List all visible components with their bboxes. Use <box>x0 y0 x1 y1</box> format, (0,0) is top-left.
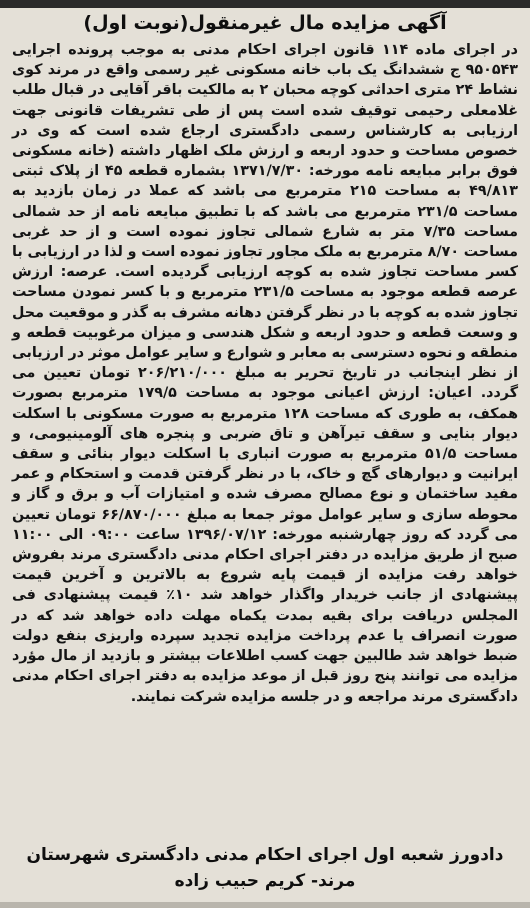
bottom-border <box>0 902 530 908</box>
signature-line-2: مرند- کریم حبیب زاده <box>174 871 356 891</box>
top-border <box>0 0 530 8</box>
notice-title: آگهی مزایده مال غیرمنقول(نوبت اول) <box>83 12 447 34</box>
notice-body: در اجرای ماده ۱۱۴ قانون اجرای احکام مدنی به موجب پرونده اجرایی ۹۵۰۵۴۳ ج ششدانگ یک باب خانه مسکونی غیر رسمی واقع در مرند کوی نشاط ۲۴ متری احداثی کوچه محبان ۲ به مالکیت باقر آقایی در قبال طلب غلامعلی رحیمی توقیف شده است پس از طی تشریفات قانونی جهت ارزیابی به کارشناس رسمی دادگستری ارجاع شده است که وی در خصوص مساحت و حدود اربعه و ارزش ملک اظهار داشته (خانه مسکونی فوق برابر مبایعه نامه مورخه: ۱۳۷۱/۷/۳۰ بشماره قطعه ۴۵ از پلاک ثبتی ۴۹/۸۱۳ به مساحت ۲۱۵ مترمربع می باشد که عملا در زمان بازدید به مساحت ۲۳۱/۵ مترمربع می باشد که با تطبیق مبایعه نامه از حد شمالی مساحت ۷/۳۵ متر به شارع شمالی تجاوز نموده است و از حد غربی مساحت ۸/۷۰ مترمربع به ملک مجاور تجاوز نموده است و لذا در ارزیابی با کسر مساحت تجاوز شده به کوچه ارزیابی گردیده است. عرصه: ارزش عرصه قطعه موجود به مساحت ۲۳۱/۵ مترمربع و با کسر نمودن مساحت تجاوز شده به کوچه با در نظر گرفتن دهانه مشرف به گذر و موقعیت محل و وسعت قطعه و حدود اربعه و شکل هندسی و میزان مرغوبیت قطعه و منطقه و نحوه دسترسی به معابر و شوارع و سایر عوامل موثر در ارزیابی از نظر اینجانب در تاریخ تحریر به مبلغ ۲۰۶/۲۱۰/۰۰۰ تومان تعیین می گردد. اعیان: ارزش اعیانی موجود به مساحت ۱۷۹/۵ مترمربع بصورت همکف، به طوری که مساحت ۱۲۸ مترمربع به صورت مسکونی با اسکلت دیوار بنایی و سقف تیرآهن و تاق ضربی و پنجره های آلومینیومی، و مساحت ۵۱/۵ مترمربع به صورت انباری با اسکلت دیوار بنائی و سقف ایرانیت و دیوارهای گچ و خاک، با در نظر گرفتن قدمت و استحکام و عمر مفید ساختمان و نوع مصالح مصرف شده و امتیازات آب و برق و گاز و محوطه سازی و سایر عوامل موثر جمعا به مبلغ ۶۶/۸۷۰/۰۰۰ تومان تعیین می گردد که روز چهارشنبه مورخه: ۱۳۹۶/۰۷/۱۲ ساعت ۰۹:۰۰ الی ۱۱:۰۰ صبح از طریق مزایده در دفتر اجرای احکام مدنی دادگستری مرند بفروش خواهد رفت مزایده از قیمت پایه شروع به بالاترین و آخرین قیمت پیشنهادی از جانب خریدار واگذار خواهد شد ۱۰٪ قیمت پیشنهادی فی المجلس دریافت برای بقیه بمدت یکماه مهلت داده خواهد شد که در صورت انصراف یا عدم پرداخت مزایده تجدید سپرده واریزی بنفع دولت ضبط خواهد شد طالبین جهت کسب اطلاعات بیشتر و بازدید از مال مؤرد مزایده می توانند پنج روز قبل از موعد مزایده به دفتر اجرای احکام مدنی دادگستری مرند مراجعه و در جلسه مزایده شرکت نمایند. <box>12 42 519 705</box>
signature-line-1: دادورز شعبه اول اجرای احکام مدنی دادگستری شهرستان <box>26 845 504 865</box>
notice-signature <box>10 842 520 894</box>
